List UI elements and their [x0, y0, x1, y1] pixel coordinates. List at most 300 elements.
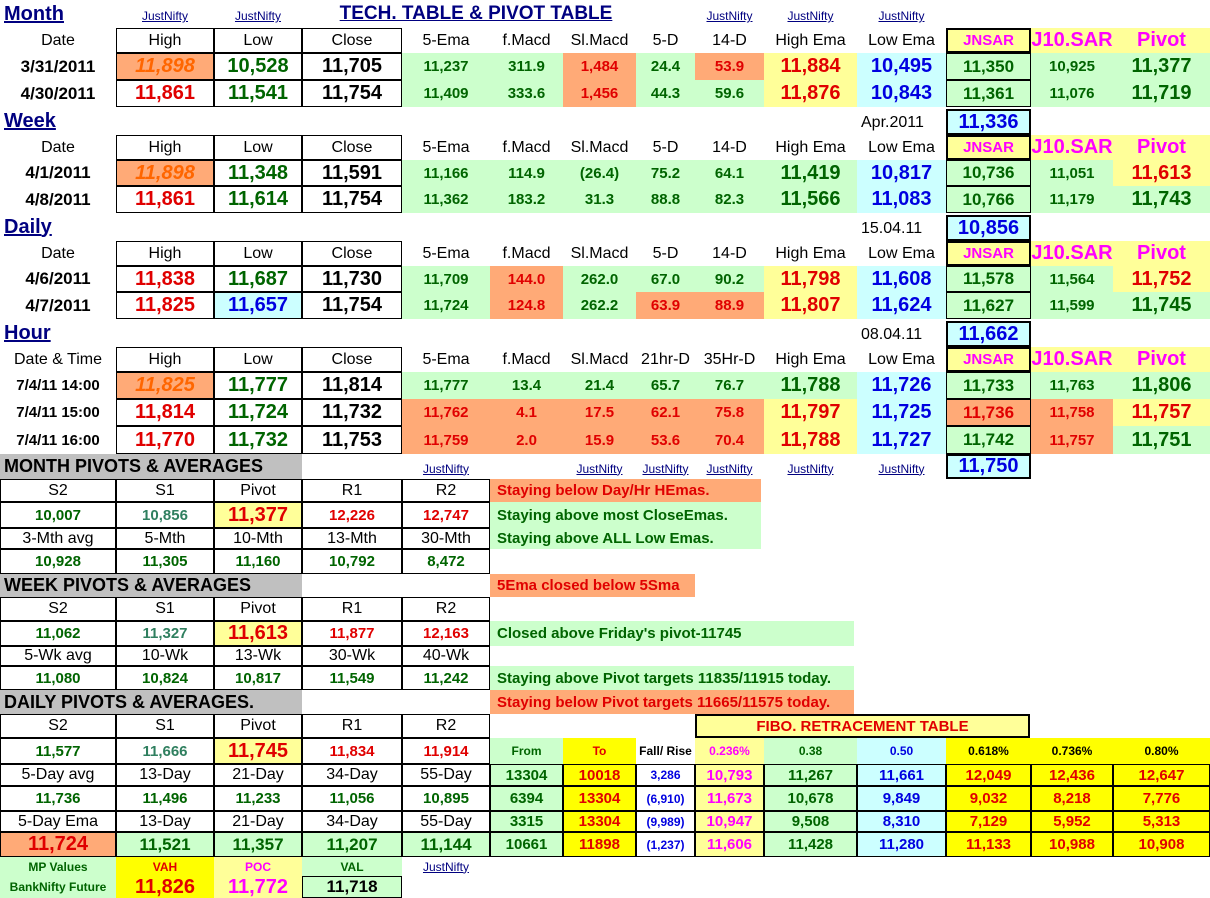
- fibo-cell: 10,793: [695, 764, 764, 786]
- header-high_ema: High Ema: [775, 138, 846, 156]
- fibo-cell: 9,849: [857, 786, 946, 811]
- header-fmacd: f.Macd: [502, 350, 551, 368]
- header-pivot: Pivot: [1113, 241, 1210, 266]
- hour_rows-fmacd: 13.4: [490, 372, 563, 399]
- hour_rows-ema5: 11,777: [402, 372, 490, 399]
- fibo-cell: 3,286: [636, 764, 695, 786]
- pivot-header-pivot: Pivot: [214, 479, 302, 502]
- daily-label-value: 10,856: [946, 215, 1031, 241]
- avg-value: 11,056: [302, 786, 402, 811]
- week_rows-fmacd: 183.2: [490, 186, 563, 213]
- fibo-cell: 5,313: [1113, 811, 1210, 832]
- week-label: Apr.2011: [861, 114, 924, 131]
- week_rows-high_ema: 11,419: [764, 160, 857, 186]
- avg-label: 5-Day avg: [0, 764, 116, 786]
- hour_rows-ema5: 11,762: [402, 399, 490, 426]
- justnifty-link[interactable]: JustNifty: [878, 461, 925, 476]
- fibo-title: FIBO. RETRACEMENT TABLE: [695, 714, 1030, 738]
- header-pivot: Pivot: [1113, 28, 1210, 53]
- avg-value: 10,792: [302, 549, 402, 574]
- month_rows-fmacd: 333.6: [490, 80, 563, 107]
- header-jnsar: JNSAR: [946, 28, 1031, 53]
- daily_rows-slmacd: 262.2: [563, 292, 636, 319]
- month-pivots-title: MONTH PIVOTS & AVERAGES: [0, 454, 302, 479]
- fibo-cell: 10661: [490, 832, 563, 857]
- month_rows-low_ema: 10,843: [857, 80, 946, 107]
- header-slmacd: Sl.Macd: [570, 350, 629, 368]
- avg-value: 11,305: [116, 549, 214, 574]
- week_rows-pivot: 11,743: [1113, 186, 1210, 213]
- avg-value: 11,496: [116, 786, 214, 811]
- note: Staying below Day/Hr HEmas.: [490, 479, 761, 502]
- hour-label: 08.04.11: [861, 326, 923, 343]
- week_rows-fmacd: 114.9: [490, 160, 563, 186]
- hour_rows-low: 11,732: [214, 426, 302, 454]
- avg-label: 13-Day: [116, 764, 214, 786]
- hour_rows-jnsar: 11,742: [946, 426, 1031, 454]
- daily_rows-high: 11,838: [116, 266, 214, 292]
- ema-value: 11,521: [116, 832, 214, 857]
- hour_rows-slmacd: 15.9: [563, 426, 636, 454]
- header-fmacd: f.Macd: [502, 244, 551, 262]
- fibo-cell: 10,678: [764, 786, 857, 811]
- hour_rows-close: 11,753: [302, 426, 402, 454]
- pivot-value-s2: 10,007: [0, 502, 116, 528]
- pivot-value-r2: 11,914: [402, 738, 490, 764]
- fibo-cell: 8,218: [1031, 786, 1113, 811]
- month_rows-close: 11,754: [302, 80, 402, 107]
- fibo-header: 0.80%: [1113, 738, 1210, 764]
- pivot-header-r1: R1: [302, 714, 402, 738]
- header-low: Low: [214, 347, 302, 372]
- hour_rows-d14: 70.4: [695, 426, 764, 454]
- avg-label: 34-Day: [302, 764, 402, 786]
- avg-label: 5-Wk avg: [0, 646, 116, 666]
- header-close: Close: [302, 28, 402, 53]
- header-fmacd: f.Macd: [502, 31, 551, 49]
- page-title: TECH. TABLE & PIVOT TABLE: [339, 3, 613, 24]
- hour-bottom-value: 11,750: [946, 454, 1031, 479]
- header-d14: 14-D: [712, 244, 747, 262]
- month_rows-pivot: 11,377: [1113, 53, 1210, 80]
- week_rows-d5: 88.8: [636, 186, 695, 213]
- hour_rows-fmacd: 2.0: [490, 426, 563, 454]
- fibo-header: 0.736%: [1031, 738, 1113, 764]
- header-pivot: Pivot: [1113, 347, 1210, 372]
- month_rows-slmacd: 1,484: [563, 53, 636, 80]
- justnifty-link[interactable]: JustNifty: [706, 461, 753, 476]
- avg-value: 11,233: [214, 786, 302, 811]
- week_rows-j10sar: 11,051: [1031, 160, 1113, 186]
- week_rows-j10sar: 11,179: [1031, 186, 1113, 213]
- fibo-header: From: [490, 738, 563, 764]
- pivot-header-s2: S2: [0, 714, 116, 738]
- pivot-value-s2: 11,062: [0, 621, 116, 646]
- avg-value: 10,824: [116, 666, 214, 690]
- header-d5: 5-D: [652, 138, 679, 156]
- month_rows-high: 11,898: [116, 53, 214, 80]
- pivot-value-pivot: 11,745: [214, 738, 302, 764]
- week_rows-low: 11,614: [214, 186, 302, 213]
- avg-value: 11,080: [0, 666, 116, 690]
- fibo-cell: 11,606: [695, 832, 764, 857]
- ema-value: 11,144: [402, 832, 490, 857]
- week_rows-low_ema: 10,817: [857, 160, 946, 186]
- pivot-value-r1: 11,877: [302, 621, 402, 646]
- week_rows-jnsar: 10,736: [946, 160, 1031, 186]
- header-pivot: Pivot: [1113, 135, 1210, 160]
- hour_rows-pivot: 11,806: [1113, 372, 1210, 399]
- daily-label: 15.04.11: [861, 220, 923, 237]
- fibo-cell: (1,237): [636, 832, 695, 857]
- pivot-value-s1: 10,856: [116, 502, 214, 528]
- note: Staying above ALL Low Emas.: [490, 528, 761, 549]
- hour_rows-d5: 65.7: [636, 372, 695, 399]
- avg-label: 55-Day: [402, 764, 490, 786]
- header-date: Date: [41, 31, 75, 49]
- hour_rows-pivot: 11,751: [1113, 426, 1210, 454]
- daily-pivots-title: DAILY PIVOTS & AVERAGES.: [0, 690, 302, 714]
- week-label-value: 11,336: [946, 109, 1031, 135]
- fibo-cell: 5,952: [1031, 811, 1113, 832]
- header-low_ema: Low Ema: [868, 244, 935, 262]
- header-low_ema: Low Ema: [868, 138, 935, 156]
- hour_rows-d14: 76.7: [695, 372, 764, 399]
- hour_rows-d5: 53.6: [636, 426, 695, 454]
- avg-label: 30-Mth: [402, 528, 490, 549]
- justnifty-link[interactable]: JustNifty: [234, 9, 281, 23]
- avg-value: 11,736: [0, 786, 116, 811]
- hour_rows-low: 11,777: [214, 372, 302, 399]
- month_rows-close: 11,705: [302, 53, 402, 80]
- header-date: Date: [41, 138, 75, 156]
- daily_rows-pivot: 11,745: [1113, 292, 1210, 319]
- note: Closed above Friday's pivot-11745: [490, 621, 854, 646]
- header-ema5: 5-Ema: [422, 138, 470, 156]
- month_rows-jnsar: 11,361: [946, 80, 1031, 107]
- ema-value: 11,207: [302, 832, 402, 857]
- note: Staying below Pivot targets 11665/11575 today.: [490, 690, 854, 714]
- header-high_ema: High Ema: [775, 31, 846, 49]
- fibo-cell: 11,280: [857, 832, 946, 857]
- header-low: Low: [214, 241, 302, 266]
- hour_rows-d14: 75.8: [695, 399, 764, 426]
- hour_rows-slmacd: 21.4: [563, 372, 636, 399]
- month_rows-j10sar: 11,076: [1031, 80, 1113, 107]
- avg-label: 13-Wk: [214, 646, 302, 666]
- fibo-cell: 12,647: [1113, 764, 1210, 786]
- week_rows-d14: 64.1: [695, 160, 764, 186]
- fibo-cell: 11,661: [857, 764, 946, 786]
- daily_rows-high_ema: 11,798: [764, 266, 857, 292]
- ema-value: 11,357: [214, 832, 302, 857]
- daily_rows-close: 11,754: [302, 292, 402, 319]
- header-j10sar: J10.SAR: [1031, 29, 1113, 51]
- fibo-cell: 13304: [563, 786, 636, 811]
- fibo-cell: 12,049: [946, 764, 1031, 786]
- month_rows-low: 10,528: [214, 53, 302, 80]
- hour_rows-date: 7/4/11 15:00: [16, 404, 100, 421]
- fibo-cell: 12,436: [1031, 764, 1113, 786]
- daily_rows-slmacd: 262.0: [563, 266, 636, 292]
- daily_rows-jnsar: 11,578: [946, 266, 1031, 292]
- hour_rows-date: 7/4/11 14:00: [16, 377, 100, 394]
- hour_rows-pivot: 11,757: [1113, 399, 1210, 426]
- pivot-value-r1: 12,226: [302, 502, 402, 528]
- mp-label: MP Values: [0, 857, 116, 876]
- month_rows-high_ema: 11,884: [764, 53, 857, 80]
- week_rows-slmacd: 31.3: [563, 186, 636, 213]
- header-high: High: [116, 28, 214, 53]
- month_rows-d5: 44.3: [636, 80, 695, 107]
- avg-value: 11,242: [402, 666, 490, 690]
- header-ema5: 5-Ema: [422, 244, 470, 262]
- hour_rows-high: 11,825: [116, 372, 214, 399]
- pivot-value-r1: 11,834: [302, 738, 402, 764]
- month_rows-high: 11,861: [116, 80, 214, 107]
- daily_rows-ema5: 11,709: [402, 266, 490, 292]
- pivot-value-r2: 12,163: [402, 621, 490, 646]
- header-jnsar: JNSAR: [946, 241, 1031, 266]
- avg-label: 13-Day: [116, 811, 214, 832]
- header-high: High: [116, 241, 214, 266]
- pivot-value-pivot: 11,377: [214, 502, 302, 528]
- daily_rows-pivot: 11,752: [1113, 266, 1210, 292]
- header-d14: 14-D: [712, 31, 747, 49]
- header-jnsar: JNSAR: [946, 347, 1031, 372]
- avg-label: 5-Day Ema: [0, 811, 116, 832]
- fibo-header: To: [563, 738, 636, 764]
- header-d5: 5-D: [652, 31, 679, 49]
- daily_rows-fmacd: 144.0: [490, 266, 563, 292]
- month_rows-d14: 59.6: [695, 80, 764, 107]
- hour_rows-j10sar: 11,763: [1031, 372, 1113, 399]
- mp-sub-label: BankNifty Future: [0, 876, 116, 898]
- month_rows-date: 3/31/2011: [20, 56, 96, 76]
- pivot-value-pivot: 11,613: [214, 621, 302, 646]
- avg-label: 21-Day: [214, 811, 302, 832]
- header-slmacd: Sl.Macd: [570, 31, 629, 49]
- fibo-cell: 10,947: [695, 811, 764, 832]
- hour_rows-low_ema: 11,725: [857, 399, 946, 426]
- fibo-cell: (9,989): [636, 811, 695, 832]
- avg-label: 10-Wk: [116, 646, 214, 666]
- pivot-header-r2: R2: [402, 597, 490, 621]
- hour_rows-low: 11,724: [214, 399, 302, 426]
- avg-label: 55-Day: [402, 811, 490, 832]
- month_rows-d14: 53.9: [695, 53, 764, 80]
- justnifty-link[interactable]: JustNifty: [787, 461, 834, 476]
- daily_rows-d5: 67.0: [636, 266, 695, 292]
- week_rows-ema5: 11,166: [402, 160, 490, 186]
- header-j10sar: J10.SAR: [1031, 242, 1113, 264]
- avg-label: 34-Day: [302, 811, 402, 832]
- fibo-header: 0.38: [764, 738, 857, 764]
- avg-value: 10,895: [402, 786, 490, 811]
- note: 5Ema closed below 5Sma: [490, 574, 695, 597]
- week_rows-slmacd: (26.4): [563, 160, 636, 186]
- pivot-header-r2: R2: [402, 714, 490, 738]
- hour_rows-close: 11,732: [302, 399, 402, 426]
- avg-label: 5-Mth: [116, 528, 214, 549]
- week_rows-low: 11,348: [214, 160, 302, 186]
- hour_rows-jnsar: 11,733: [946, 372, 1031, 399]
- fibo-cell: 11898: [563, 832, 636, 857]
- justnifty-link[interactable]: JustNifty: [642, 461, 689, 476]
- fibo-cell: 13304: [490, 764, 563, 786]
- hour_rows-d5: 62.1: [636, 399, 695, 426]
- pivot-header-r1: R1: [302, 597, 402, 621]
- header-high_ema: High Ema: [775, 244, 846, 262]
- justnifty-link[interactable]: JustNifty: [422, 859, 469, 874]
- header-d5: 5-D: [652, 244, 679, 262]
- hour_rows-j10sar: 11,757: [1031, 426, 1113, 454]
- header-low: Low: [214, 135, 302, 160]
- section-month: Month: [4, 2, 64, 25]
- hour_rows-high: 11,770: [116, 426, 214, 454]
- header-date: Date: [41, 244, 75, 262]
- ema-value: 11,724: [0, 832, 116, 857]
- month_rows-low: 11,541: [214, 80, 302, 107]
- daily_rows-low: 11,687: [214, 266, 302, 292]
- header-j10sar: J10.SAR: [1031, 136, 1113, 158]
- header-low: Low: [214, 28, 302, 53]
- header-close: Close: [302, 135, 402, 160]
- hour_rows-jnsar: 11,736: [946, 399, 1031, 426]
- daily_rows-date: 4/7/2011: [25, 295, 91, 315]
- mp-poc-label: POC: [214, 857, 302, 876]
- daily_rows-low_ema: 11,624: [857, 292, 946, 319]
- hour_rows-date: 7/4/11 16:00: [16, 431, 100, 449]
- avg-value: 10,928: [0, 549, 116, 574]
- fibo-cell: 10,988: [1031, 832, 1113, 857]
- daily_rows-d14: 88.9: [695, 292, 764, 319]
- avg-label: 3-Mth avg: [0, 528, 116, 549]
- fibo-cell: 7,776: [1113, 786, 1210, 811]
- header-high: High: [116, 135, 214, 160]
- avg-label: 40-Wk: [402, 646, 490, 666]
- daily_rows-d5: 63.9: [636, 292, 695, 319]
- mp-poc: 11,772: [214, 876, 302, 898]
- pivot-header-s2: S2: [0, 479, 116, 502]
- avg-value: 11,160: [214, 549, 302, 574]
- hour_rows-high_ema: 11,788: [764, 426, 857, 454]
- month_rows-ema5: 11,237: [402, 53, 490, 80]
- pivot-header-pivot: Pivot: [214, 714, 302, 738]
- header-close: Close: [302, 241, 402, 266]
- daily_rows-low_ema: 11,608: [857, 266, 946, 292]
- week_rows-high_ema: 11,566: [764, 186, 857, 213]
- fibo-cell: (6,910): [636, 786, 695, 811]
- hour_rows-fmacd: 4.1: [490, 399, 563, 426]
- daily_rows-date: 4/6/2011: [25, 269, 91, 288]
- fibo-cell: 11,673: [695, 786, 764, 811]
- avg-value: 8,472: [402, 549, 490, 574]
- daily_rows-close: 11,730: [302, 266, 402, 292]
- week_rows-date: 4/1/2011: [25, 163, 91, 182]
- pivot-value-r2: 12,747: [402, 502, 490, 528]
- month_rows-d5: 24.4: [636, 53, 695, 80]
- header-high: High: [116, 347, 214, 372]
- fibo-cell: 3315: [490, 811, 563, 832]
- fibo-header: 0.618%: [946, 738, 1031, 764]
- week_rows-close: 11,754: [302, 186, 402, 213]
- hour_rows-high: 11,814: [116, 399, 214, 426]
- hour_rows-high_ema: 11,797: [764, 399, 857, 426]
- week_rows-close: 11,591: [302, 160, 402, 186]
- fibo-cell: 9,032: [946, 786, 1031, 811]
- header-date_time: Date & Time: [13, 350, 103, 368]
- avg-label: 30-Wk: [302, 646, 402, 666]
- header-high_ema: High Ema: [775, 350, 846, 368]
- justnifty-link[interactable]: JustNifty: [878, 9, 925, 23]
- justnifty-link[interactable]: JustNifty: [787, 9, 834, 23]
- header-close: Close: [302, 347, 402, 372]
- fibo-cell: 10,908: [1113, 832, 1210, 857]
- fibo-cell: 11,133: [946, 832, 1031, 857]
- fibo-cell: 6394: [490, 786, 563, 811]
- section-hour: Hour: [4, 321, 51, 344]
- avg-value: 11,549: [302, 666, 402, 690]
- fibo-cell: 8,310: [857, 811, 946, 832]
- justnifty-link[interactable]: JustNifty: [141, 9, 188, 23]
- week_rows-high: 11,861: [116, 186, 214, 213]
- section-daily: Daily: [4, 215, 52, 238]
- daily_rows-jnsar: 11,627: [946, 292, 1031, 319]
- pivot-header-s1: S1: [116, 597, 214, 621]
- week_rows-d5: 75.2: [636, 160, 695, 186]
- note: Staying above most CloseEmas.: [490, 502, 761, 528]
- mp-val: 11,718: [302, 876, 402, 898]
- pivot-header-r1: R1: [302, 479, 402, 502]
- pivot-value-s1: 11,327: [116, 621, 214, 646]
- header-jnsar: JNSAR: [946, 135, 1031, 160]
- hour_rows-high_ema: 11,788: [764, 372, 857, 399]
- avg-label: 10-Mth: [214, 528, 302, 549]
- fibo-cell: 11,428: [764, 832, 857, 857]
- hour_rows-low_ema: 11,727: [857, 426, 946, 454]
- daily_rows-j10sar: 11,599: [1031, 292, 1113, 319]
- pivot-header-s1: S1: [116, 479, 214, 502]
- justnifty-link[interactable]: JustNifty: [576, 461, 623, 476]
- daily_rows-high: 11,825: [116, 292, 214, 319]
- justnifty-link[interactable]: JustNifty: [706, 9, 753, 23]
- week_rows-ema5: 11,362: [402, 186, 490, 213]
- justnifty-link[interactable]: JustNifty: [422, 461, 469, 476]
- daily_rows-low: 11,657: [214, 292, 302, 319]
- hour_rows-j10sar: 11,758: [1031, 399, 1113, 426]
- week_rows-date: 4/8/2011: [25, 189, 91, 209]
- hour_rows-slmacd: 17.5: [563, 399, 636, 426]
- header-ema5: 5-Ema: [422, 350, 470, 368]
- header-j10sar: J10.SAR: [1031, 348, 1113, 370]
- daily_rows-d14: 90.2: [695, 266, 764, 292]
- mp-val-label: VAL: [302, 857, 402, 876]
- daily_rows-fmacd: 124.8: [490, 292, 563, 319]
- month_rows-ema5: 11,409: [402, 80, 490, 107]
- header-ema5: 5-Ema: [422, 31, 470, 49]
- week_rows-jnsar: 10,766: [946, 186, 1031, 213]
- fibo-cell: 11,267: [764, 764, 857, 786]
- avg-value: 10,817: [214, 666, 302, 690]
- month_rows-date: 4/30/2011: [20, 83, 96, 103]
- pivot-header-s2: S2: [0, 597, 116, 621]
- week_rows-d14: 82.3: [695, 186, 764, 213]
- month_rows-high_ema: 11,876: [764, 80, 857, 107]
- pivot-header-r2: R2: [402, 479, 490, 502]
- hour-label-value: 11,662: [946, 321, 1031, 347]
- mp-vah: 11,826: [116, 876, 214, 898]
